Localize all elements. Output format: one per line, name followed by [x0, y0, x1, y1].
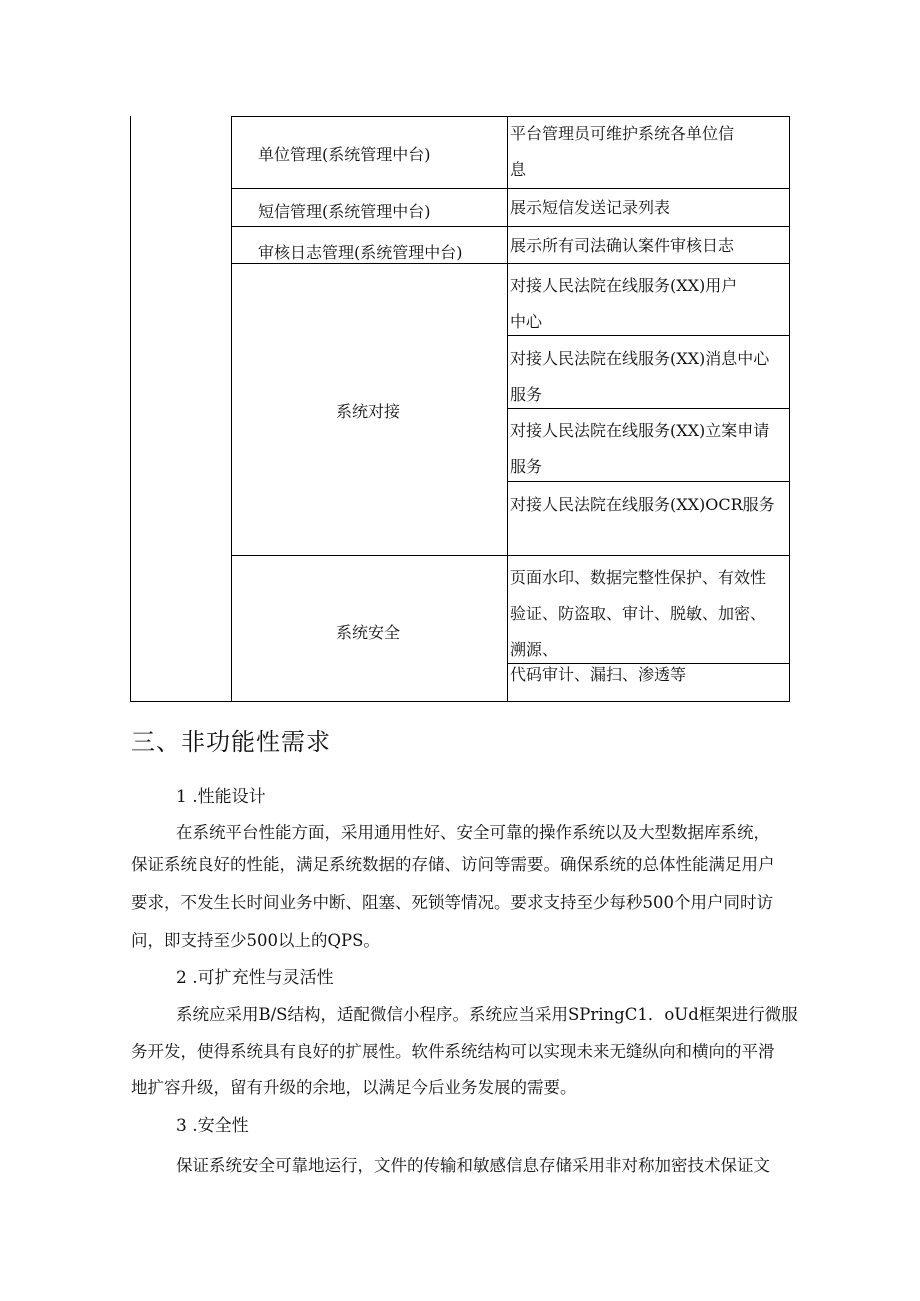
subsection-title: 3 .安全性: [176, 1116, 249, 1136]
table-cell-description: 展示短信发送记录列表: [510, 198, 671, 217]
paragraph-line: 系统应采用B/S结构，适配微信小程序。系统应当采用SPringC1．oUd框架进行微服: [176, 1005, 798, 1024]
subsection-title: 1 .性能设计: [176, 787, 266, 807]
paragraph-line: 保证系统安全可靠地运行，文件的传输和敏感信息存储采用非对称加密技术保证文: [176, 1156, 770, 1175]
docking-item: 对接人民法院在线服务(XX)立案申请 服务: [510, 421, 770, 476]
docking-item: 对接人民法院在线服务(XX)消息中心 服务: [510, 349, 770, 404]
table-cell-group-docking: 系统对接: [336, 402, 401, 421]
table-border-right: [789, 116, 790, 702]
table-row-line: [231, 188, 790, 189]
docking-item: 对接人民法院在线服务(XX)用户 中心: [510, 276, 738, 331]
table-cell-module-name: 单位管理(系统管理中台): [258, 145, 431, 164]
table-divider-module: [231, 116, 232, 702]
table-cell-module-name: 审核日志管理(系统管理中台): [258, 243, 463, 262]
table-divider-function: [507, 116, 508, 702]
paragraph-line: 地扩容升级，留有升级的余地，以满足今后业务发展的需要。: [131, 1078, 577, 1097]
table-cell-module-name: 短信管理(系统管理中台): [258, 202, 431, 221]
table-cell-description: 展示所有司法确认案件审核日志: [510, 236, 735, 255]
table-row-line: [231, 555, 790, 556]
paragraph-line: 在系统平台性能方面，采用通用性好、安全可靠的操作系统以及大型数据库系统，: [176, 823, 770, 842]
security-item: 页面水印、数据完整性保护、有效性 验证、防盗取、审计、脱敏、加密、 溯源、: [510, 568, 767, 659]
table-row-line: [231, 226, 790, 227]
table-border-left: [130, 116, 131, 702]
subsection-title: 2 .可扩充性与灵活性: [176, 968, 334, 988]
docking-item: 对接人民法院在线服务(XX)OCR服务: [510, 495, 775, 514]
paragraph-line: 要求，不发生长时间业务中断、阻塞、死锁等情况。要求支持至少每秒500个用户同时访: [131, 893, 773, 912]
paragraph-line: 问，即支持至少500以上的QPS。: [131, 931, 380, 950]
paragraph-line: 务开发，使得系统具有良好的扩展性。软件系统结构可以实现未来无缝纵向和横向的平滑: [131, 1042, 775, 1061]
table-border-bottom: [130, 701, 790, 702]
security-item: 代码审计、漏扫、渗透等: [510, 665, 687, 684]
table-cell-group-security: 系统安全: [336, 623, 401, 642]
paragraph-line: 保证系统良好的性能，满足系统数据的存储、访问等需要。确保系统的总体性能满足用户: [131, 855, 775, 874]
section-title: 三、非功能性需求: [131, 728, 331, 756]
table-cell-description: 平台管理员可维护系统各单位信 息: [510, 124, 735, 179]
